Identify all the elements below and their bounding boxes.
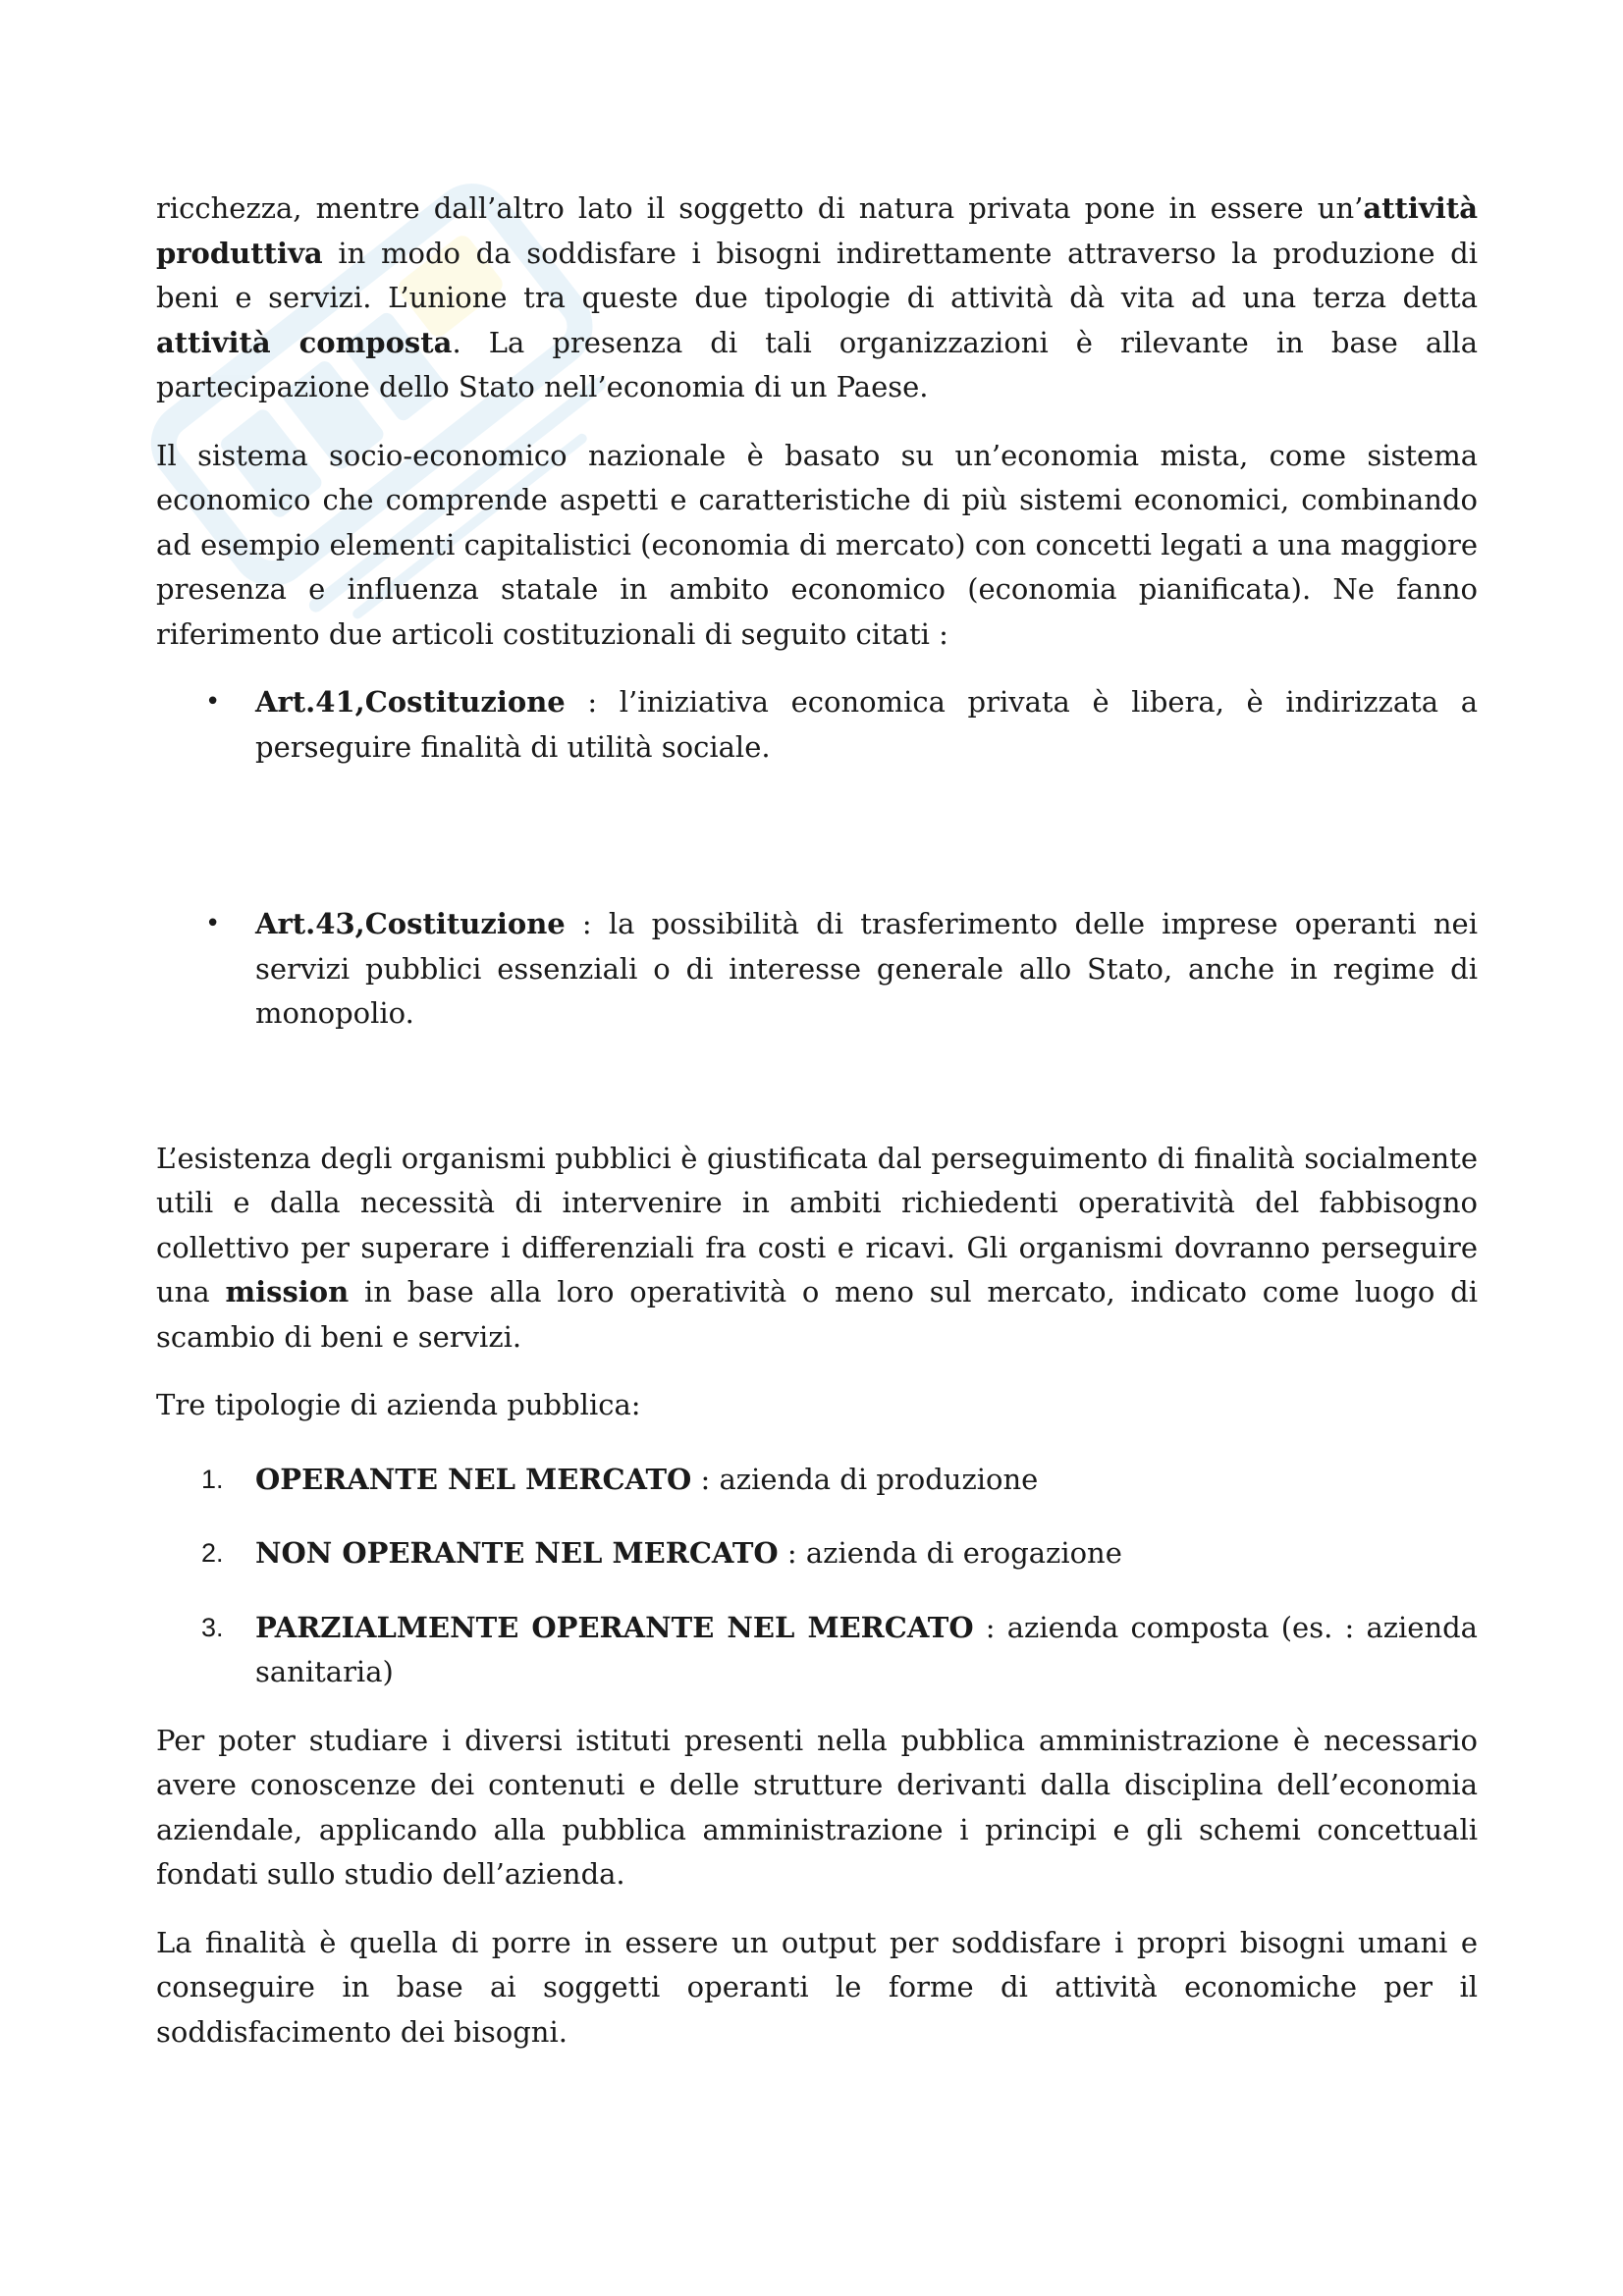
type-text: : azienda composta (es. : azienda sanitaria) (255, 1610, 1478, 1688)
list-item (156, 1606, 1478, 1695)
bullet-icon: • (205, 687, 221, 717)
list-item (156, 680, 1478, 770)
existence-paragraph: L’esistenza degli organismi pubblici è giustificata dal perseguimento di finalità socialmente utili e dalla necessità di intervenire in ambiti richiedenti operatività del fabbisogno collettivo per superare i differenziali fra costi e ricavi. Gli organismi dovranno perseguire una mission in base alla loro operatività o meno sul mercato, indicato come luogo di scambio di beni e servizi. (156, 1141, 1478, 1354)
study-paragraph: Per poter studiare i diversi istituti presenti nella pubblica amministrazione è necessario avere conoscenze dei contenuti e delle strutture derivanti dalla disciplina dell’economia aziendale, applicando alla pubblica amministrazione i principi e gli schemi concettuali fondati sullo studio dell’azienda. (156, 1723, 1478, 1891)
constitution-articles-list (156, 680, 1478, 1037)
list-number: 1. (201, 1464, 224, 1494)
list-item (156, 1458, 1478, 1503)
attivita-composta-term: attività composta (156, 325, 453, 359)
article-text: : la possibilità di trasferimento delle imprese operanti nei servizi pubblici essenziali o di interesse generale allo Stato, anche in regime di monopolio. (255, 907, 1478, 1030)
document-page (156, 187, 1478, 2078)
list-item (156, 1531, 1478, 1576)
article-text: : l’iniziativa economica privata è libera, è indirizzata a perseguire finalità di utilità sociale. (255, 685, 1478, 764)
bullet-icon: • (205, 909, 221, 938)
list-item (156, 902, 1478, 1037)
socio-economic-paragraph: Il sistema socio-economico nazionale è basato su un’economia mista, come sistema economico che comprende aspetti e caratteristiche di più sistemi economici, combinando ad esempio elementi capitalistici (economia di mercato) con concetti legati a una maggiore presenza e influenza statale in ambito economico (economia pianificata). Ne fanno riferimento due articoli costituzionali di seguito citati : (156, 438, 1478, 651)
type-title: OPERANTE NEL MERCATO (255, 1462, 692, 1496)
list-number: 3. (201, 1612, 224, 1642)
type-title: PARZIALMENTE OPERANTE NEL MERCATO (255, 1610, 974, 1644)
attivita-produttiva-term: attività produttiva (156, 191, 1478, 270)
list-number: 2. (201, 1538, 224, 1568)
intro-paragraph: ricchezza, mentre dall’altro lato il soggetto di natura privata pone in essere un’attività produttiva in modo da soddisfare i bisogni indirettamente attraverso la produzione di beni e servizi. L’unione tra queste due tipologie di attività dà vita ad una terza detta attività composta. La presenza di tali organizzazioni è rilevante in base alla partecipazione dello Stato nell’economia di un Paese. (156, 191, 1478, 403)
article-title: Art.43,Costituzione (255, 907, 566, 940)
types-heading: Tre tipologie di azienda pubblica: (156, 1388, 641, 1421)
article-title: Art.41,Costituzione (255, 685, 566, 719)
type-title: NON OPERANTE NEL MERCATO (255, 1536, 779, 1570)
company-types-list (156, 1458, 1478, 1695)
type-text: : azienda di produzione (691, 1462, 1039, 1496)
type-text: : azienda di erogazione (778, 1536, 1122, 1570)
finality-paragraph: La finalità è quella di porre in essere un output per soddisfare i propri bisogni umani e conseguire in base ai soggetti operanti le forme di attività economiche per il soddisfacimento dei bisogni. (156, 1925, 1478, 2049)
mission-term: mission (225, 1275, 350, 1308)
